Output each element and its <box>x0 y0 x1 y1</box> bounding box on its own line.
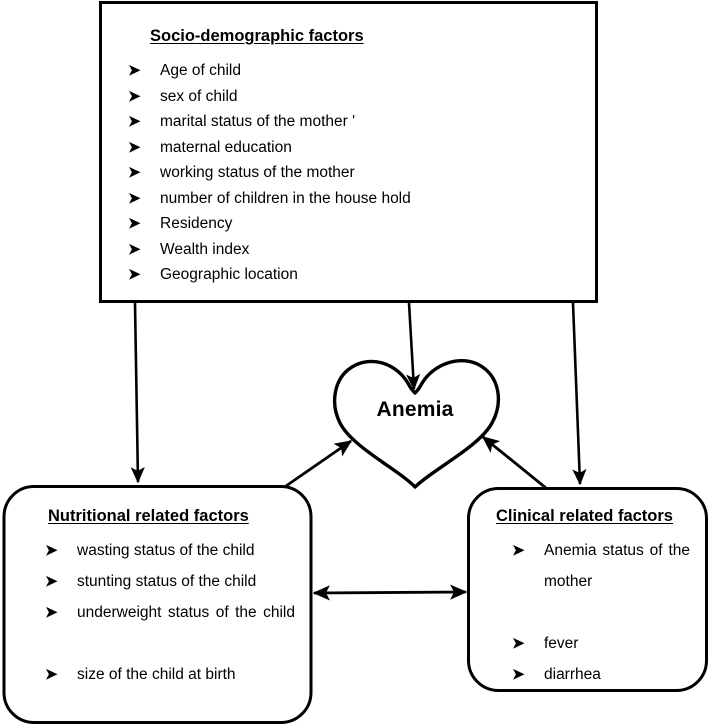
list-item <box>128 160 568 186</box>
arrow-bullet-icon: ➤ <box>128 138 141 156</box>
list-item <box>512 659 690 690</box>
arrow-bullet-icon: ➤ <box>128 189 141 207</box>
list-item-label: marital status of the mother ' <box>160 113 356 130</box>
list-item <box>512 535 690 628</box>
arrow-bullet-icon: ➤ <box>512 666 525 683</box>
list-item-label: Residency <box>160 215 233 232</box>
clinical-list <box>512 535 690 690</box>
arrow-bullet-icon: ➤ <box>45 542 58 559</box>
list-item-label: Geographic location <box>160 266 298 283</box>
list-item <box>45 535 295 566</box>
list-item <box>128 262 568 288</box>
nutritional-list <box>45 535 295 690</box>
arrow-bullet-icon: ➤ <box>45 666 58 683</box>
arrow-bullet-icon: ➤ <box>128 215 141 232</box>
list-item-label: sex of child <box>160 87 238 105</box>
list-item <box>45 597 295 659</box>
arrow-bullet-icon: ➤ <box>128 266 141 283</box>
list-item <box>128 186 568 212</box>
nutritional-title: Nutritional related factors <box>48 507 249 525</box>
list-item <box>128 135 568 161</box>
arrow-bullet-icon: ➤ <box>45 573 58 590</box>
list-item-label: working status of the mother <box>160 164 355 181</box>
arrow-bullet-icon: ➤ <box>512 635 525 652</box>
list-item-label: Anemia status of the mother <box>544 542 690 590</box>
list-item-label: Wealth index <box>160 240 250 258</box>
list-item <box>512 628 690 659</box>
arrow-bullet-icon: ➤ <box>128 113 141 130</box>
list-item-label: Age of child <box>160 62 241 79</box>
list-item-label: maternal education <box>160 138 292 156</box>
socio-demographic-list <box>128 58 568 288</box>
arrow-bullet-icon: ➤ <box>128 164 141 181</box>
list-item <box>45 566 295 597</box>
arrow-bullet-icon: ➤ <box>45 604 58 621</box>
list-item <box>128 58 568 84</box>
clinical-title: Clinical related factors <box>496 507 673 525</box>
list-item <box>128 211 568 237</box>
list-item <box>128 109 568 135</box>
list-item-label: fever <box>544 635 579 652</box>
list-item <box>128 84 568 110</box>
arrow-bullet-icon: ➤ <box>128 87 141 105</box>
list-item-label: stunting status of the child <box>77 573 257 590</box>
list-item <box>128 237 568 263</box>
socio-demographic-title: Socio-demographic factors <box>150 27 364 45</box>
list-item-label: wasting status of the child <box>77 542 255 559</box>
anemia-node-label: Anemia <box>376 398 454 421</box>
list-item-label: diarrhea <box>544 666 601 683</box>
arrow-bullet-icon: ➤ <box>512 542 525 559</box>
arrow-bullet-icon: ➤ <box>128 62 141 79</box>
list-item-label: underweight status of the child <box>77 604 295 621</box>
list-item <box>45 659 295 690</box>
list-item-label: number of children in the house hold <box>160 189 411 207</box>
arrow-bullet-icon: ➤ <box>128 240 141 258</box>
list-item-label: size of the child at birth <box>77 666 236 683</box>
